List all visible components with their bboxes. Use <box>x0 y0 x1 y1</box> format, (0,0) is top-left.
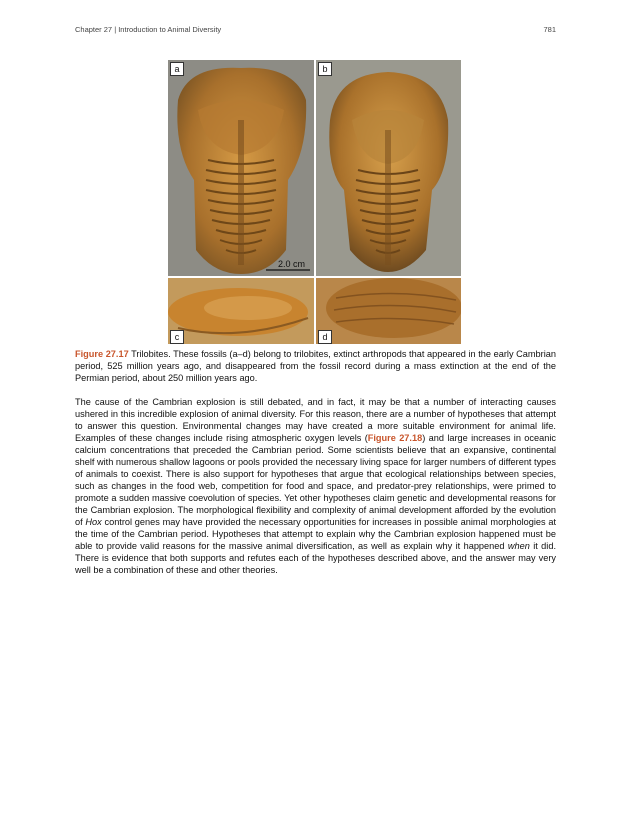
paragraph-text-1: The cause of the Cambrian explosion is still debated, and in fact, it may be that a number of interacting causes ushered in this incredible explosion of animal diversity. For this reason, there are a number of hypotheses that attempt to answer this question. Environmental changes may have created a more suitable environment for animal life. Examples of these changes include rising atmospheric oxygen levels ( <box>75 397 556 443</box>
trilobite-figure <box>168 60 461 344</box>
fossil-photo-a <box>168 60 314 276</box>
figure-caption <box>75 348 556 384</box>
panel-label-d: d <box>318 330 332 344</box>
when-emphasis: when <box>507 541 530 551</box>
fossil-photo-c <box>168 278 314 344</box>
figure-27-18-link[interactable]: Figure 27.18 <box>367 433 423 443</box>
page-number: 781 <box>543 25 556 34</box>
hox-term: Hox <box>85 517 102 527</box>
fossil-photo-d <box>316 278 461 344</box>
panel-label-b: b <box>318 62 332 76</box>
chapter-title: Chapter 27 | Introduction to Animal Diversity <box>75 25 222 34</box>
paragraph-text-4: it did. There is evidence that both supports and refutes each of the hypotheses described above, and the answer may very well be a combination of these and other theories. <box>75 541 556 575</box>
figure-caption-text: Trilobites. These fossils (a–d) belong to trilobites, extinct arthropods that appeared in the early Cambrian period, 525 million years ago, and disappeared from the fossil record during a mass extinction at the end of the Permian period, about 250 million years ago. <box>75 349 556 383</box>
paragraph-text-2: ) and large increases in oceanic calcium concentrations that preceded the Cambrian period. Some scientists believe that an expansive, continental shelf with numerous shallow lagoons or pools provided the necessary living space for larger numbers of different types of animals to coexist. There is also support for hypotheses that argue that ecological relationships between species, such as changes in the food web, competition for food and space, and predator-prey relationships, were primed to promote a sudden massive coevolution of species. Yet other hypotheses claim genetic and developmental reasons for the Cambrian explosion. The morphological flexibility and complexity of animal development afforded by the evolution of <box>75 433 556 527</box>
figure-caption-label: Figure 27.17 <box>75 349 129 359</box>
trilobite-fossil-b-image <box>316 60 461 276</box>
trilobite-fossil-a-image <box>168 60 314 276</box>
panel-label-c: c <box>170 330 184 344</box>
trilobite-fossil-c-image <box>168 278 314 344</box>
paragraph-text-3: control genes may have provided the necessary opportunities for increases in possible animal morphologies at the time of the Cambrian period. Hypotheses that attempt to explain why the Cambrian explosion happened must be able to provide valid reasons for the massive animal diversification, as well as explain why it happened <box>75 517 556 551</box>
page-header <box>75 25 556 37</box>
fossil-photo-b <box>316 60 461 276</box>
scale-bar-label: 2.0 cm <box>278 259 306 269</box>
trilobite-fossil-d-image <box>316 278 461 344</box>
body-paragraph <box>75 396 556 576</box>
panel-label-a: a <box>170 62 184 76</box>
